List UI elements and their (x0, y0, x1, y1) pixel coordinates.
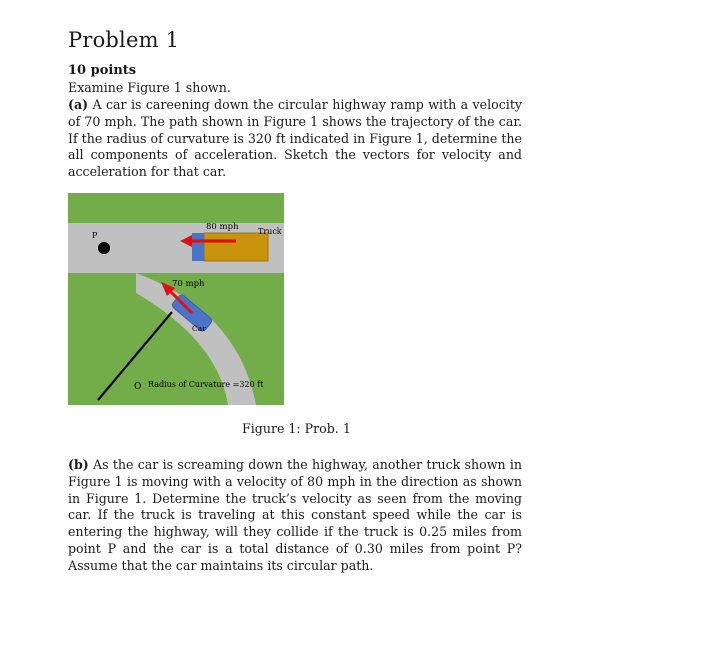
part-b-label: (b) (68, 457, 89, 472)
problem-title: Problem 1 (68, 28, 180, 52)
intro-text: Examine Figure 1 shown. (68, 80, 231, 95)
point-p-dot (98, 242, 110, 254)
truck-cab (192, 233, 204, 261)
part-a-paragraph (68, 97, 522, 181)
points-label: 10 points (68, 63, 137, 78)
part-a-label: (a) (68, 97, 89, 112)
radius-label: Radius of Curvature =320 ft (148, 380, 264, 389)
car-speed-label: 70 mph (172, 279, 205, 289)
car-label: Car (192, 324, 206, 333)
part-b-text: As the car is screaming down the highway, another truck shown in Figure 1 is moving with a velocity of 80 mph in the direction as shown in Figure 1. Determine the truck’s velocity as seen from the moving car. If the truck is traveling at this constant speed while the car is entering the highway, will they collide if the truck is 0.25 miles from point P and the car is a total distance of 0.30 miles from point P? Assume that the car maintains its circular path. (68, 457, 522, 573)
highway-figure (68, 193, 284, 405)
part-b-paragraph (68, 457, 522, 575)
truck-body (204, 233, 268, 261)
figure-caption: Figure 1: Prob. 1 (242, 421, 351, 436)
point-o-label: O (134, 382, 142, 392)
truck-label: Truck (258, 227, 282, 236)
point-p-label: P (92, 231, 98, 240)
truck-speed-label: 80 mph (206, 222, 239, 232)
part-a-text: A car is careening down the circular highway ramp with a velocity of 70 mph. The path shown in Figure 1 shows the trajectory of the car. If the radius of curvature is 320 ft indicated in Figure 1, determine the all components of acceleration. Sketch the vectors for velocity and acceleration for that car. (68, 97, 522, 180)
